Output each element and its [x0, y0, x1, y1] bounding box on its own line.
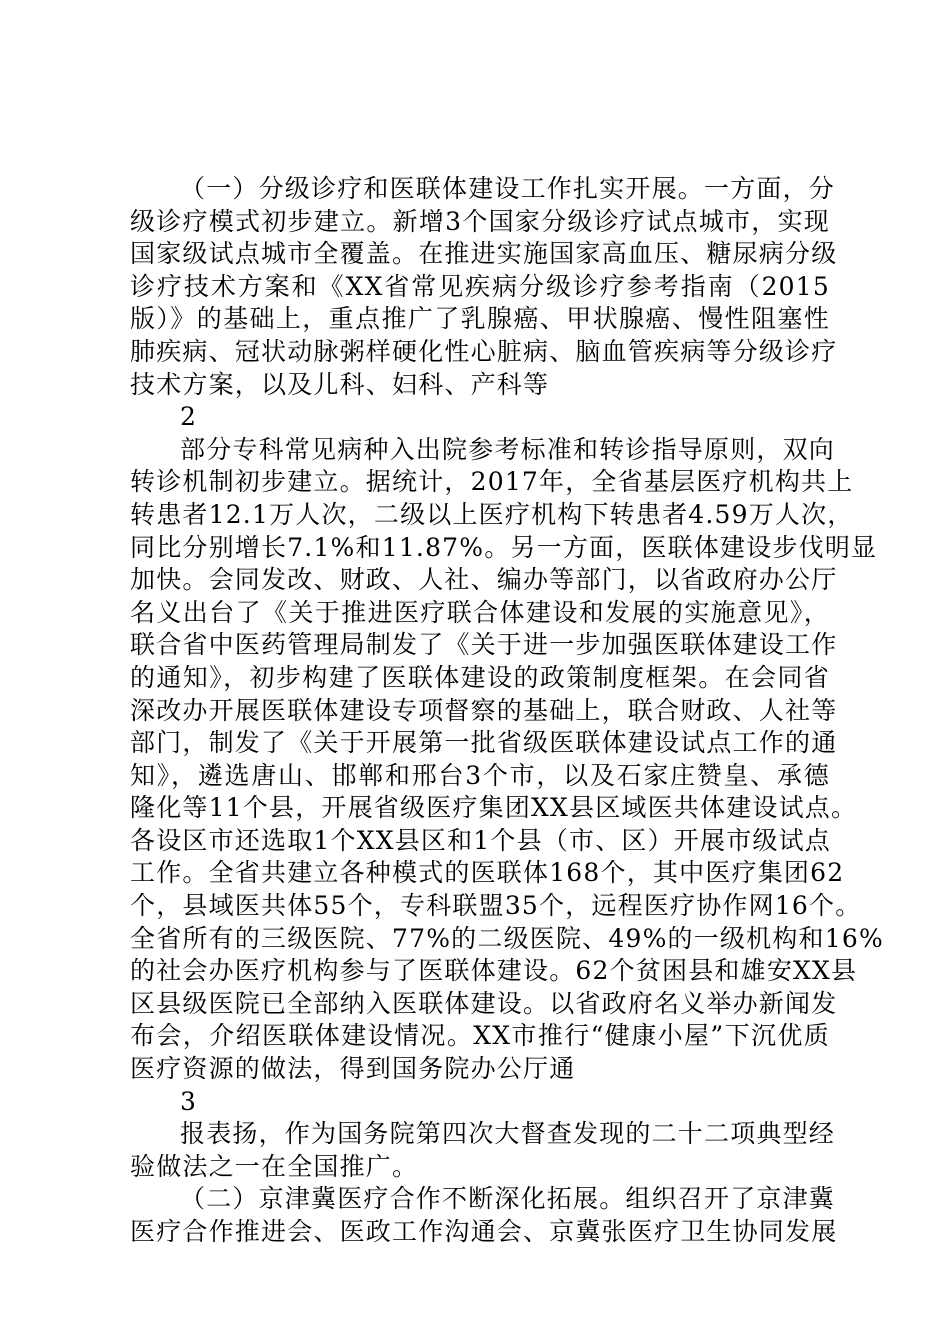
paragraph-line: 国家级试点城市全覆盖。在推进实施国家高血压、糖尿病分级	[130, 239, 838, 269]
paragraph-line: 各设区市还选取1个XX县区和1个县（市、区）开展市级试点	[130, 825, 832, 855]
paragraph-line: 报表扬，作为国务院第四次大督查发现的二十二项典型经	[180, 1119, 836, 1149]
paragraph-line: 联合省中医药管理局制发了《关于进一步加强医联体建设工作	[130, 630, 838, 660]
paragraph-line: 医疗合作推进会、医政工作沟通会、京冀张医疗卫生协同发展	[130, 1217, 838, 1246]
paragraph-line: 级诊疗模式初步建立。新增3个国家分级诊疗试点城市，实现	[130, 206, 830, 236]
paragraph-line: 验做法之一在全国推广。	[130, 1151, 419, 1181]
document-body	[130, 173, 884, 1249]
paragraph-line: 的社会办医疗机构参与了医联体建设。62个贫困县和雄安XX县	[130, 956, 858, 986]
paragraph-line: 肺疾病、冠状动脉粥样硬化性心脏病、脑血管疾病等分级诊疗	[130, 336, 838, 366]
paragraph-line: 加快。会同发改、财政、人社、编办等部门，以省政府办公厅	[130, 565, 838, 595]
paragraph-line: 区县级医院已全部纳入医联体建设。以省政府名义举办新闻发	[130, 988, 838, 1018]
paragraph-line: 技术方案，以及儿科、妇科、产科等	[130, 369, 550, 399]
paragraph	[130, 1118, 836, 1183]
paragraph-line: 工作。全省共建立各种模式的医联体168个，其中医疗集团62	[130, 858, 845, 888]
paragraph-line: （一）分级诊疗和医联体建设工作扎实开展。一方面，分	[180, 174, 836, 203]
paragraph-line: （二）京津冀医疗合作不断深化拓展。组织召开了京津冀	[180, 1184, 836, 1214]
paragraph-line: 隆化等11个县，开展省级医疗集团XX县区域医共体建设试点。	[130, 793, 858, 823]
paragraph	[130, 1183, 838, 1248]
paragraph-line: 知》，遴选唐山、邯郸和邢台3个市，以及石家庄赞皇、承德	[130, 760, 830, 790]
page-number: 3	[180, 1086, 196, 1116]
paragraph-line: 部门，制发了《关于开展第一批省级医联体建设试点工作的通	[130, 728, 838, 758]
paragraph	[130, 434, 884, 1086]
paragraph-line: 部分专科常见病种入出院参考标准和转诊指导原则，双向	[180, 434, 836, 464]
paragraph-line: 的通知》，初步构建了医联体建设的政策制度框架。在会同省	[130, 662, 830, 692]
paragraph-line: 医疗资源的做法，得到国务院办公厅通	[130, 1054, 576, 1084]
paragraph-line: 名义出台了《关于推进医疗联合体建设和发展的实施意见》，	[130, 597, 830, 627]
paragraph-line: 全省所有的三级医院、77%的二级医院、49%的一级机构和16%	[130, 923, 884, 953]
paragraph-line: 深改办开展医联体建设专项督察的基础上，联合财政、人社等	[130, 695, 838, 725]
paragraph-line: 转诊机制初步建立。据统计，2017年，全省基层医疗机构共上	[130, 467, 854, 497]
paragraph-line: 布会，介绍医联体建设情况。XX市推行“健康小屋”下沉优质	[130, 1021, 830, 1051]
page-number: 2	[180, 402, 196, 432]
paragraph-line: 同比分别增长7.1%和11.87%。另一方面，医联体建设步伐明显	[130, 532, 878, 562]
paragraph-line: 诊疗技术方案和《XX省常见疾病分级诊疗参考指南（2015	[130, 271, 830, 301]
paragraph-line: 个，县域医共体55个，专科联盟35个，远程医疗协作网16个。	[130, 891, 862, 921]
paragraph-line: 版）》的基础上，重点推广了乳腺癌、甲状腺癌、慢性阻塞性	[130, 304, 830, 334]
document-page	[130, 173, 884, 1249]
paragraph	[130, 173, 838, 401]
paragraph-line: 转患者12.1万人次，二级以上医疗机构下转患者4.59万人次，	[130, 499, 854, 529]
